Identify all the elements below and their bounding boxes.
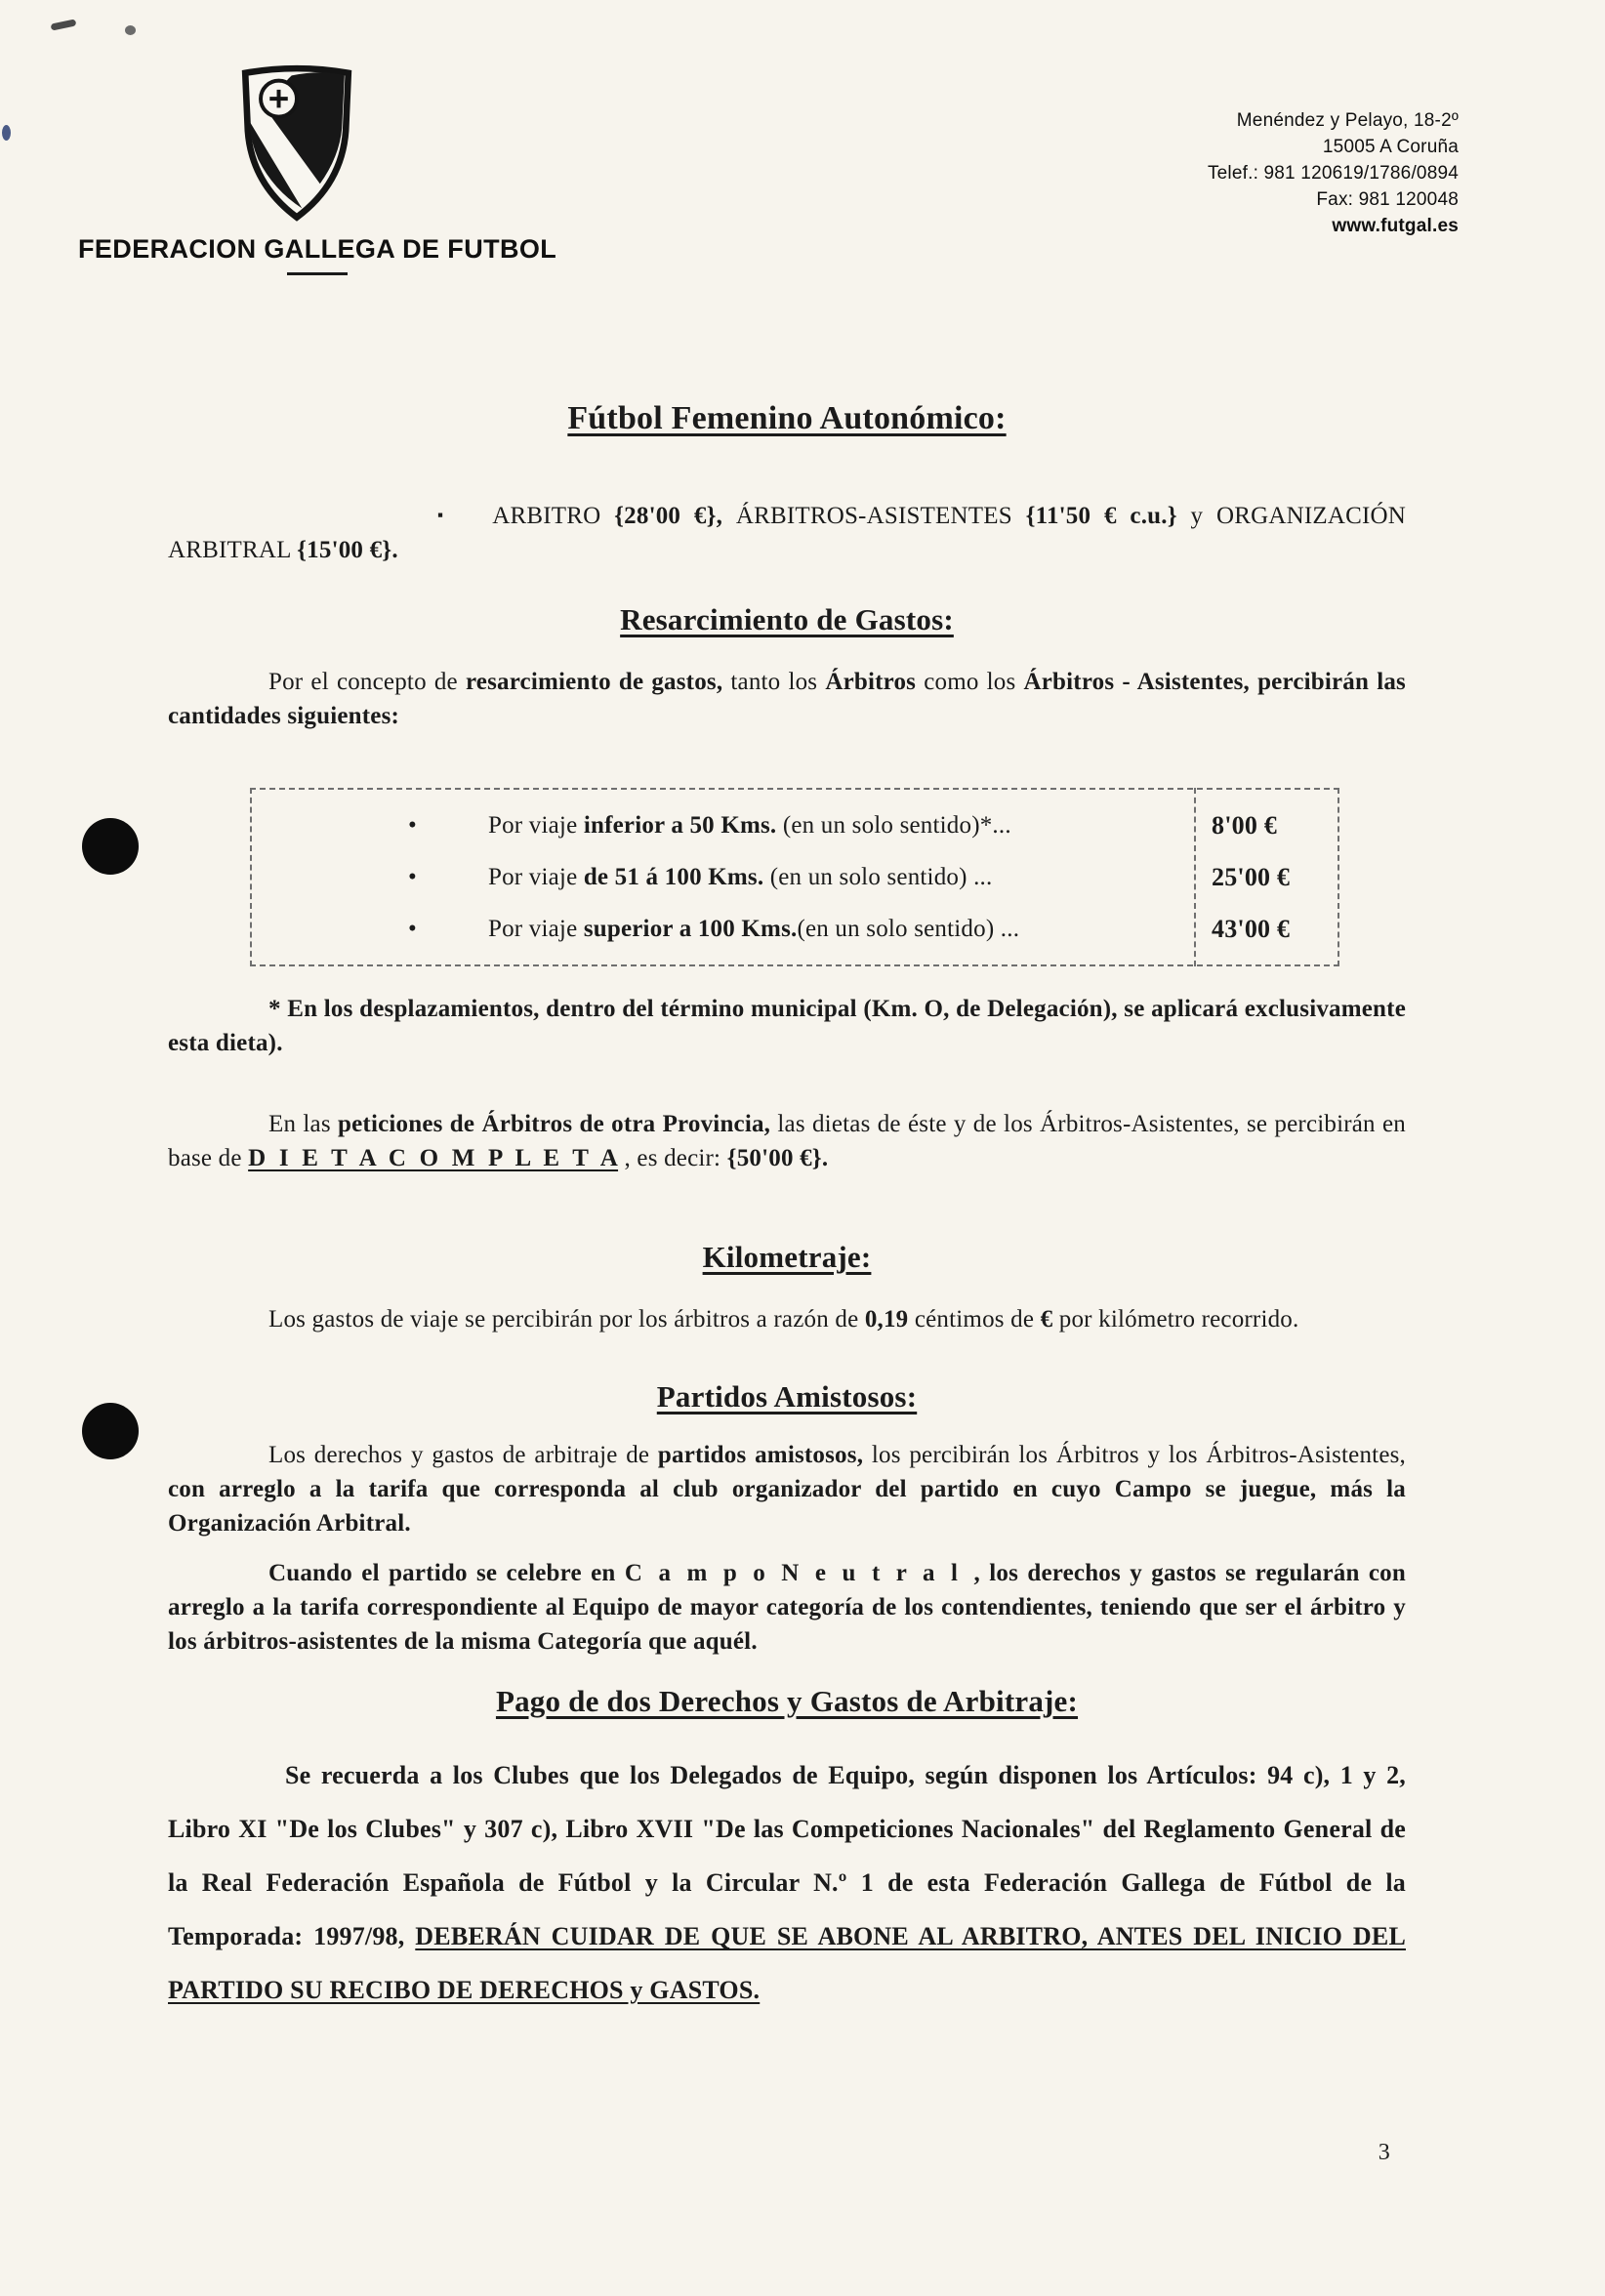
document-body [168, 400, 1406, 2017]
resarcimiento-intro [168, 665, 1406, 733]
org-name [78, 234, 556, 275]
fee-row-label [408, 864, 1190, 891]
text-run: {28'00 €}, [614, 503, 723, 529]
text-run: (en un solo sentido)*... [776, 811, 1011, 839]
amistosos-paragraph-2 [168, 1556, 1406, 1659]
scan-mark [2, 125, 11, 141]
peticiones-paragraph [168, 1107, 1406, 1175]
fee-row-amount: 25'00 € [1212, 862, 1291, 891]
text-run: Por el concepto de [268, 669, 466, 695]
text-run: En las [268, 1111, 339, 1137]
federation-crest-logo [232, 62, 361, 226]
pago-paragraph [168, 1748, 1406, 2017]
fee-table-row [252, 800, 1338, 851]
text-run: 0,19 [864, 1306, 909, 1332]
org-name-underline [287, 272, 348, 275]
fee-table-row [252, 851, 1338, 903]
header-address-block [1208, 107, 1459, 239]
text-run: , es decir: [618, 1145, 727, 1171]
dieta-completa-text: D I E T A C O M P L E T A [248, 1145, 619, 1171]
text-run: los derechos y gastos se regularán con arreglo a la tarifa correspondiente al Equipo de mayor categoría de los contendientes, teniendo que ser el árbitro y los árbitros-asistentes de la misma Categoría que aquél. [168, 1560, 1406, 1655]
text-run: por kilómetro recorrido. [1052, 1306, 1299, 1332]
fees-paragraph [168, 498, 1406, 567]
text-run: Por viaje [488, 863, 584, 890]
fee-table-row [252, 903, 1338, 955]
address-line: 15005 A Coruña [1322, 137, 1459, 157]
warning-underlined-text: DEBERÁN CUIDAR DE QUE SE ABONE AL ARBITRO, ANTES DEL INICIO DEL PARTIDO SU RECIBO DE DERECHOS y GASTOS. [168, 1922, 1406, 2004]
website-text: www.futgal.es [1332, 216, 1459, 236]
address-line: Fax: 981 120048 [1316, 189, 1459, 210]
text-run: ÁRBITROS-ASISTENTES [722, 503, 1026, 529]
section-heading-amistosos: Partidos Amistosos: [656, 1379, 918, 1414]
text-run: resarcimiento de gastos, [465, 669, 723, 695]
travel-fee-table [250, 788, 1339, 966]
bullet-icon: • [408, 863, 417, 890]
fee-row-amount: 43'00 € [1212, 914, 1291, 943]
text-run: Árbitros [825, 669, 917, 695]
text-run: {11'50 € c.u.} [1025, 503, 1177, 529]
section-heading-resarcimiento: Resarcimiento de Gastos: [620, 602, 954, 636]
text-run: con arreglo a la tarifa que corresponda al club organizador del partido en cuyo Campo se juegue, más la Organización Arbitral. [168, 1476, 1406, 1537]
section-heading-kilometraje: Kilometraje: [702, 1240, 872, 1274]
text-run: inferior a 50 Kms. [583, 811, 777, 839]
text-run: (en un solo sentido) ... [797, 915, 1020, 942]
text-run: peticiones de Árbitros de otra Provincia, [338, 1111, 771, 1137]
text-run: Cuando el partido se celebre en [268, 1560, 625, 1586]
fee-row-amount: 8'00 € [1212, 810, 1277, 840]
text-run: (en un solo sentido) ... [763, 863, 993, 890]
address-line: Menéndez y Pelayo, 18-2º [1236, 110, 1459, 131]
text-run: céntimos de [908, 1306, 1041, 1332]
hole-punch [82, 1403, 139, 1459]
bullet-icon: • [408, 915, 417, 942]
text-run: los percibirán los Árbitros y los Árbitros-Asistentes, [863, 1442, 1406, 1468]
text-run: como los [916, 669, 1024, 695]
hole-punch [82, 818, 139, 875]
text-run: Los derechos y gastos de arbitraje de [268, 1442, 658, 1468]
text-run: {50'00 €}. [726, 1145, 829, 1171]
text-run: Por viaje [488, 811, 584, 839]
text-run: tanto los [722, 669, 826, 695]
fee-row-label [408, 812, 1190, 840]
bullet-icon: • [408, 811, 417, 839]
amistosos-paragraph-1 [168, 1438, 1406, 1540]
footnote-paragraph: * En los desplazamientos, dentro del término municipal (Km. O, de Delegación), se aplicará exclusivamente esta dieta). [168, 996, 1406, 1056]
address-line: Telef.: 981 120619/1786/0894 [1207, 163, 1459, 184]
text-run: y ORGANIZACIÓN ARBITRAL [168, 503, 1406, 563]
org-name-text: FEDERACION GALLEGA DE FUTBOL [78, 234, 557, 264]
text-run: Árbitros - Asistentes, percibirán las cantidades siguientes: [168, 669, 1406, 729]
text-run: {15'00 €}. [297, 537, 398, 563]
document-title: Fútbol Femenino Autonómico: [567, 400, 1007, 436]
campo-neutral-text: C a m p o N e u t r a l , [624, 1560, 980, 1586]
fee-row-label [408, 916, 1190, 943]
text-run: de 51 á 100 Kms. [583, 863, 764, 890]
fee-table-divider [1194, 788, 1196, 966]
text-run: superior a 100 Kms. [583, 915, 798, 942]
scan-mark [125, 25, 136, 35]
text-run: Se recuerda a los Clubes que los Delegados de Equipo, según disponen los Artículos: 94 c), 1 y 2, Libro XI "De los Clubes" y 307 c), Libro XVII "De las Competiciones Nacionales" del Reglamento General de la Real Federación Española de Fútbol y la Circular N.º 1 de esta Federación Gallega de Fútbol de la Temporada: 1997/98, [168, 1761, 1406, 1950]
kilometraje-paragraph [168, 1302, 1406, 1336]
page-number: 3 [1378, 2140, 1390, 2165]
square-bullet-icon: ▪ [437, 506, 444, 524]
text-run: las dietas de éste y de los Árbitros-Asistentes, se percibirán en base de [168, 1111, 1406, 1171]
text-run: Por viaje [488, 915, 584, 942]
text-run: ARBITRO [492, 503, 615, 529]
section-heading-pago: Pago de dos Derechos y Gastos de Arbitraje: [495, 1684, 1079, 1718]
text-run: partidos amistosos, [657, 1442, 864, 1468]
text-run: € [1040, 1306, 1053, 1332]
scan-mark [51, 19, 77, 30]
text-run: Los gastos de viaje se percibirán por los árbitros a razón de [268, 1306, 865, 1332]
